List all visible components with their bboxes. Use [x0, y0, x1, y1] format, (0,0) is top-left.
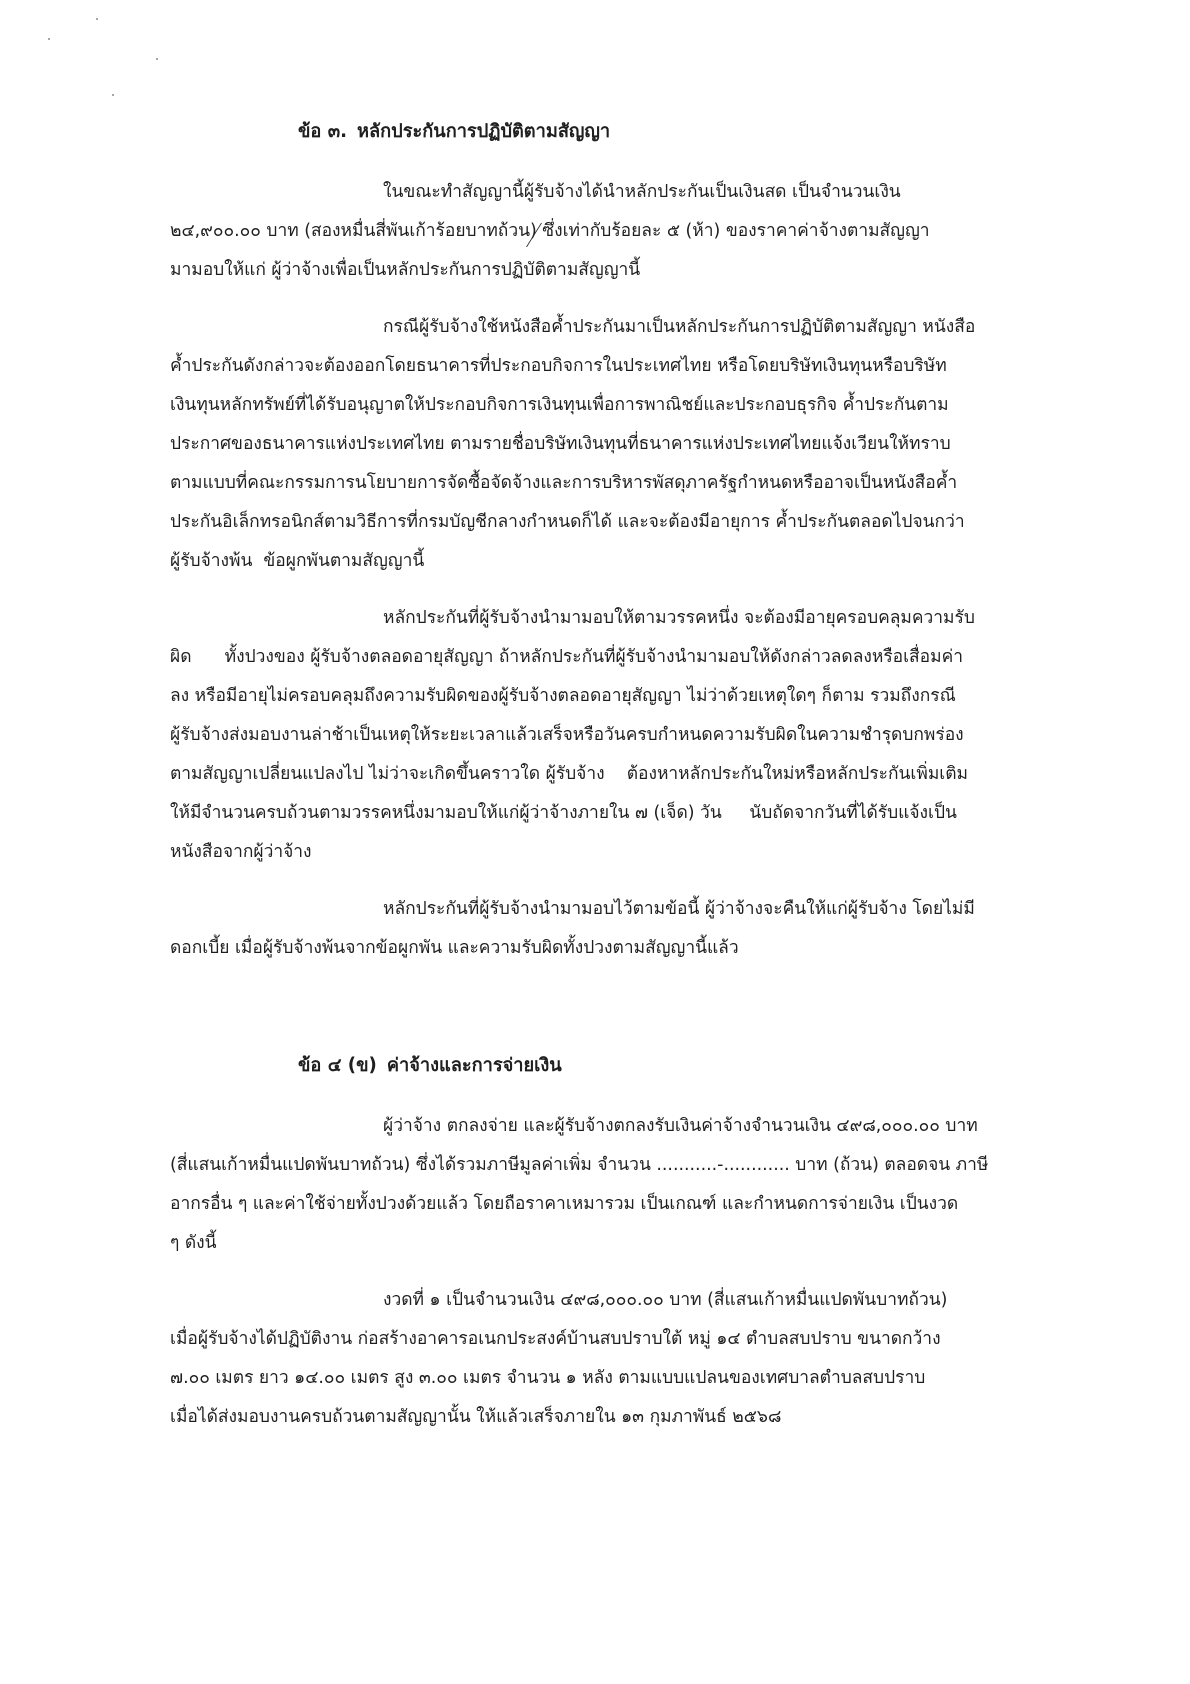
text-line: ๒๔,๙๐๐.๐๐ บาท (สองหมื่นสี่พันเก้าร้อยบาทถ้วน) ซึ่งเท่ากับร้อยละ ๕ (ห้า) ของราคาค่าจ้างตามสัญญา [170, 221, 930, 241]
text-line: อากรอื่น ๆ และค่าใช้จ่ายทั้งปวงด้วยแล้ว โดยถือราคาเหมารวม เป็นเกณฑ์ และกำหนดการจ่ายเงิน เป็นงวด [170, 1194, 959, 1214]
text-line: ๆ ดังนี้ [170, 1233, 217, 1253]
text-line: เมื่อผู้รับจ้างได้ปฏิบัติงาน ก่อสร้างอาคารอเนกประสงค์บ้านสบปราบใต้ หมู่ ๑๔ ตำบลสบปราบ ขนาดกว้าง [170, 1329, 941, 1349]
section-3-paragraph-3 [170, 599, 1070, 872]
section-3-paragraph-1 [170, 173, 1070, 290]
text-line: ตามแบบที่คณะกรรมการนโยบายการจัดซื้อจัดจ้างและการบริหารพัสดุภาครัฐกำหนดหรืออาจเป็นหนังสือค้ำ [170, 473, 958, 493]
text-line: หลักประกันที่ผู้รับจ้างนำมามอบให้ตามวรรคหนึ่ง จะต้องมีอายุครอบคลุมความรับ [383, 608, 975, 628]
scan-speck [96, 18, 98, 20]
text-line: ตามสัญญาเปลี่ยนแปลงไป ไม่ว่าจะเกิดขึ้นคราวใด ผู้รับจ้าง ต้องหาหลักประกันใหม่หรือหลักประกันเพิ่มเติม [170, 764, 968, 784]
section-3-paragraph-2 [170, 308, 1070, 581]
section-3-number: ข้อ ๓. [298, 121, 348, 142]
text-line: ผิด ทั้งปวงของ ผู้รับจ้างตลอดอายุสัญญา ถ้าหลักประกันที่ผู้รับจ้างนำมามอบให้ดังกล่าวลดลงหรือเสื่อมค่า [170, 647, 963, 667]
text-line: ผู้รับจ้างพ้น ข้อผูกพันตามสัญญานี้ [170, 551, 425, 571]
section-3-heading [170, 112, 1070, 151]
text-line: หนังสือจากผู้ว่าจ้าง [170, 842, 312, 862]
section-4-heading [170, 1046, 1070, 1085]
scan-speck [156, 58, 158, 60]
text-line: เงินทุนหลักทรัพย์ที่ได้รับอนุญาตให้ประกอบกิจการเงินทุนเพื่อการพาณิชย์และประกอบธุรกิจ ค้ำประกันตาม [170, 395, 949, 415]
text-line: ประกาศของธนาคารแห่งประเทศไทย ตามรายชื่อบริษัทเงินทุนที่ธนาคารแห่งประเทศไทยแจ้งเวียนให้ทราบ [170, 434, 951, 454]
text-line: ๗.๐๐ เมตร ยาว ๑๔.๐๐ เมตร สูง ๓.๐๐ เมตร จำนวน ๑ หลัง ตามแบบแปลนของเทศบาลตำบลสบปราบ [170, 1368, 926, 1388]
text-line: (สี่แสนเก้าหมื่นแปดพันบาทถ้วน) ซึ่งได้รวมภาษีมูลค่าเพิ่ม จำนวน ...........-............ บาท (ถ้วน) ตลอดจน ภาษี [170, 1155, 989, 1175]
text-line: ให้มีจำนวนครบถ้วนตามวรรคหนึ่งมามอบให้แก่ผู้ว่าจ้างภายใน ๗ (เจ็ด) วัน นับถัดจากวันที่ได้รับแจ้งเป็น [170, 803, 957, 823]
text-line: กรณีผู้รับจ้างใช้หนังสือค้ำประกันมาเป็นหลักประกันการปฏิบัติตามสัญญา หนังสือ [383, 317, 976, 337]
scan-speck [48, 38, 50, 40]
section-3-title: หลักประกันการปฏิบัติตามสัญญา [357, 121, 611, 142]
text-line: ลง หรือมีอายุไม่ครอบคลุมถึงความรับผิดของผู้รับจ้างตลอดอายุสัญญา ไม่ว่าด้วยเหตุใดๆ ก็ตาม รวมถึงกรณี [170, 686, 956, 706]
text-line: ผู้รับจ้างส่งมอบงานล่าช้าเป็นเหตุให้ระยะเวลาแล้วเสร็จหรือวันครบกำหนดความรับผิดในความชำรุดบกพร่อง [170, 725, 964, 745]
scan-speck [112, 94, 114, 96]
text-line: ในขณะทำสัญญานี้ผู้รับจ้างได้นำหลักประกันเป็นเงินสด เป็นจำนวนเงิน [383, 182, 901, 202]
text-line: ค้ำประกันดังกล่าวจะต้องออกโดยธนาคารที่ประกอบกิจการในประเทศไทย หรือโดยบริษัทเงินทุนหรือบริษัท [170, 356, 947, 376]
text-line: มามอบให้แก่ ผู้ว่าจ้างเพื่อเป็นหลักประกันการปฏิบัติตามสัญญานี้ [170, 260, 641, 280]
section-3-paragraph-4 [170, 890, 1070, 968]
document-body [170, 112, 1070, 1437]
text-line: งวดที่ ๑ เป็นจำนวนเงิน ๔๙๘,๐๐๐.๐๐ บาท (สี่แสนเก้าหมื่นแปดพันบาทถ้วน) [383, 1290, 948, 1310]
text-line: ผู้ว่าจ้าง ตกลงจ่าย และผู้รับจ้างตกลงรับเงินค่าจ้างจำนวนเงิน ๔๙๘,๐๐๐.๐๐ บาท [383, 1116, 978, 1136]
text-line: เมื่อได้ส่งมอบงานครบถ้วนตามสัญญานั้น ให้แล้วเสร็จภายใน ๑๓ กุมภาพันธ์ ๒๕๖๘ [170, 1407, 782, 1427]
section-4-title: ค่าจ้างและการจ่ายเงิน [386, 1055, 562, 1076]
section-4-number: ข้อ ๔ (ข) [298, 1055, 377, 1076]
text-line: ดอกเบี้ย เมื่อผู้รับจ้างพ้นจากข้อผูกพัน และความรับผิดทั้งปวงตามสัญญานี้แล้ว [170, 938, 739, 958]
section-4-paragraph-1 [170, 1107, 1070, 1263]
section-4-paragraph-2 [170, 1281, 1070, 1437]
text-line: หลักประกันที่ผู้รับจ้างนำมามอบไว้ตามข้อนี้ ผู้ว่าจ้างจะคืนให้แก่ผู้รับจ้าง โดยไม่มี [383, 899, 975, 919]
text-line: ประกันอิเล็กทรอนิกส์ตามวิธีการที่กรมบัญชีกลางกำหนดก็ได้ และจะต้องมีอายุการ ค้ำประกันตลอดไปจนกว่า [170, 512, 965, 532]
